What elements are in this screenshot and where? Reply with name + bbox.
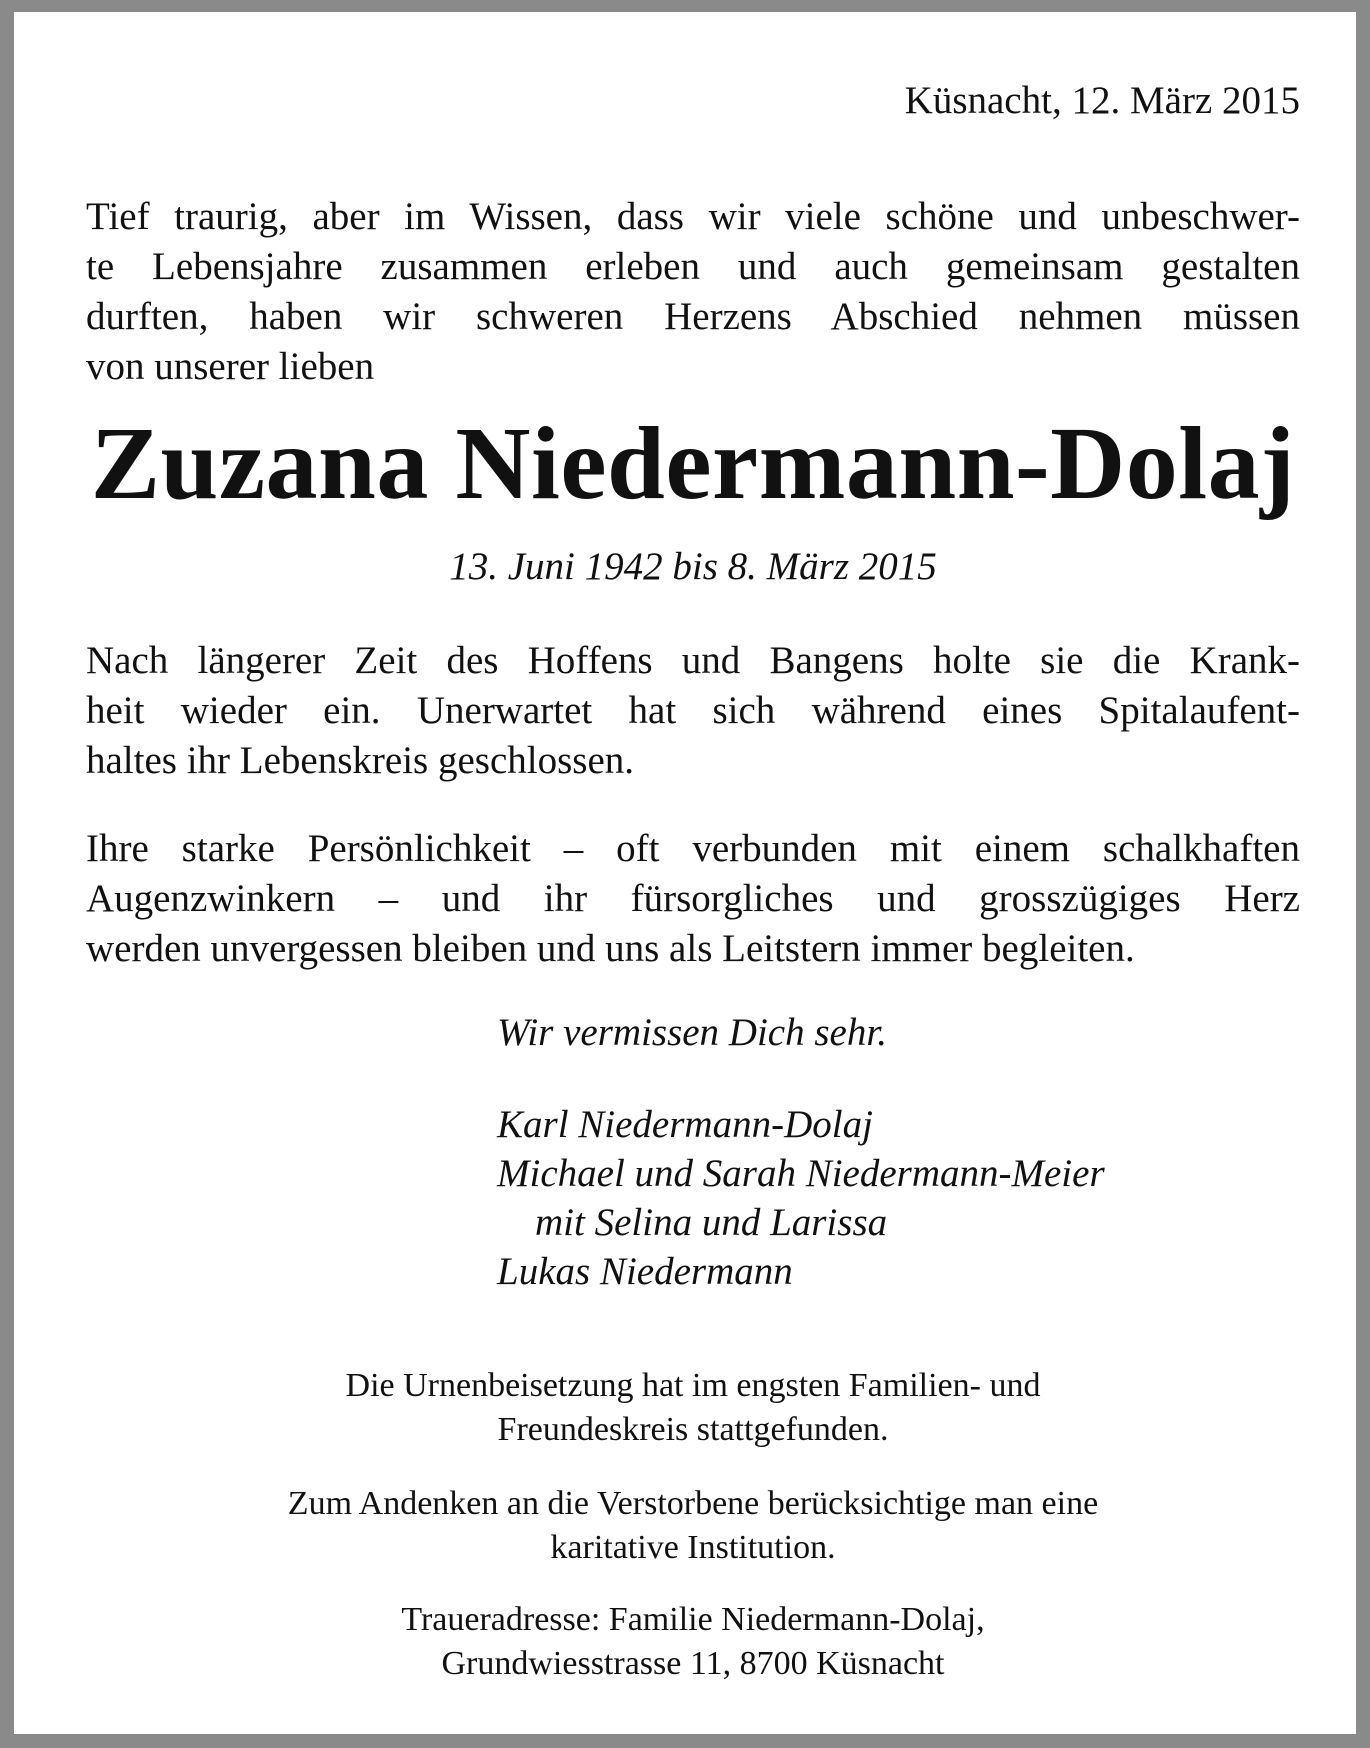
life-dates: 13. Juni 1942 bis 8. März 2015 [449, 545, 937, 588]
address-notice [86, 1598, 1300, 1686]
paragraph-line: Augenzwinkern – und ihr fürsorgliches und grosszügiges Herz [86, 877, 1300, 920]
memorial-notice [86, 1482, 1300, 1570]
obituary-page [14, 12, 1356, 1734]
family-member: Karl Niedermann-Dolaj [497, 1103, 873, 1146]
notice-line: Traueradresse: Familie Niedermann-Dolaj, [401, 1601, 985, 1638]
notice-line: Freundeskreis stattgefunden. [497, 1411, 889, 1448]
paragraph-line: heit wieder ein. Unerwartet hat sich während eines Spitalaufent- [86, 689, 1300, 732]
intro-line: durften, haben wir schweren Herzens Abschied nehmen müssen [86, 295, 1300, 338]
intro-line: Tief traurig, aber im Wissen, dass wir viele schöne und unbeschwer- [86, 195, 1300, 238]
place-date: Küsnacht, 12. März 2015 [904, 79, 1300, 122]
notice-line: karitative Institution. [550, 1529, 836, 1566]
paragraph-line: haltes ihr Lebenskreis geschlossen. [86, 739, 635, 782]
illness-paragraph [86, 636, 1300, 786]
notice-line: Grundwiesstrasse 11, 8700 Küsnacht [441, 1645, 945, 1682]
deceased-name: Zuzana Niedermann-Dolaj [90, 406, 1296, 521]
family-member: Michael und Sarah Niedermann-Meier [497, 1152, 1105, 1195]
personality-paragraph [86, 824, 1300, 974]
notice-line: Die Urnenbeisetzung hat im engsten Familien- und [345, 1367, 1041, 1404]
paragraph-line: Ihre starke Persönlichkeit – oft verbunden mit einem schalkhaften [86, 827, 1300, 870]
intro-line: von unserer lieben [86, 345, 375, 388]
burial-notice [86, 1364, 1300, 1452]
family-member: Lukas Niedermann [497, 1250, 793, 1293]
notice-line: Zum Andenken an die Verstorbene berücksichtige man eine [287, 1485, 1099, 1522]
family-member: mit Selina und Larissa [535, 1201, 888, 1244]
miss-line: Wir vermissen Dich sehr. [497, 1011, 887, 1054]
intro-paragraph [86, 192, 1300, 392]
paragraph-line: werden unvergessen bleiben und uns als Leitstern immer begleiten. [86, 927, 1135, 970]
family-signatures [497, 1100, 1105, 1296]
intro-line: te Lebensjahre zusammen erleben und auch gemeinsam gestalten [86, 245, 1300, 288]
paragraph-line: Nach längerer Zeit des Hoffens und Bangens holte sie die Krank- [86, 639, 1300, 682]
